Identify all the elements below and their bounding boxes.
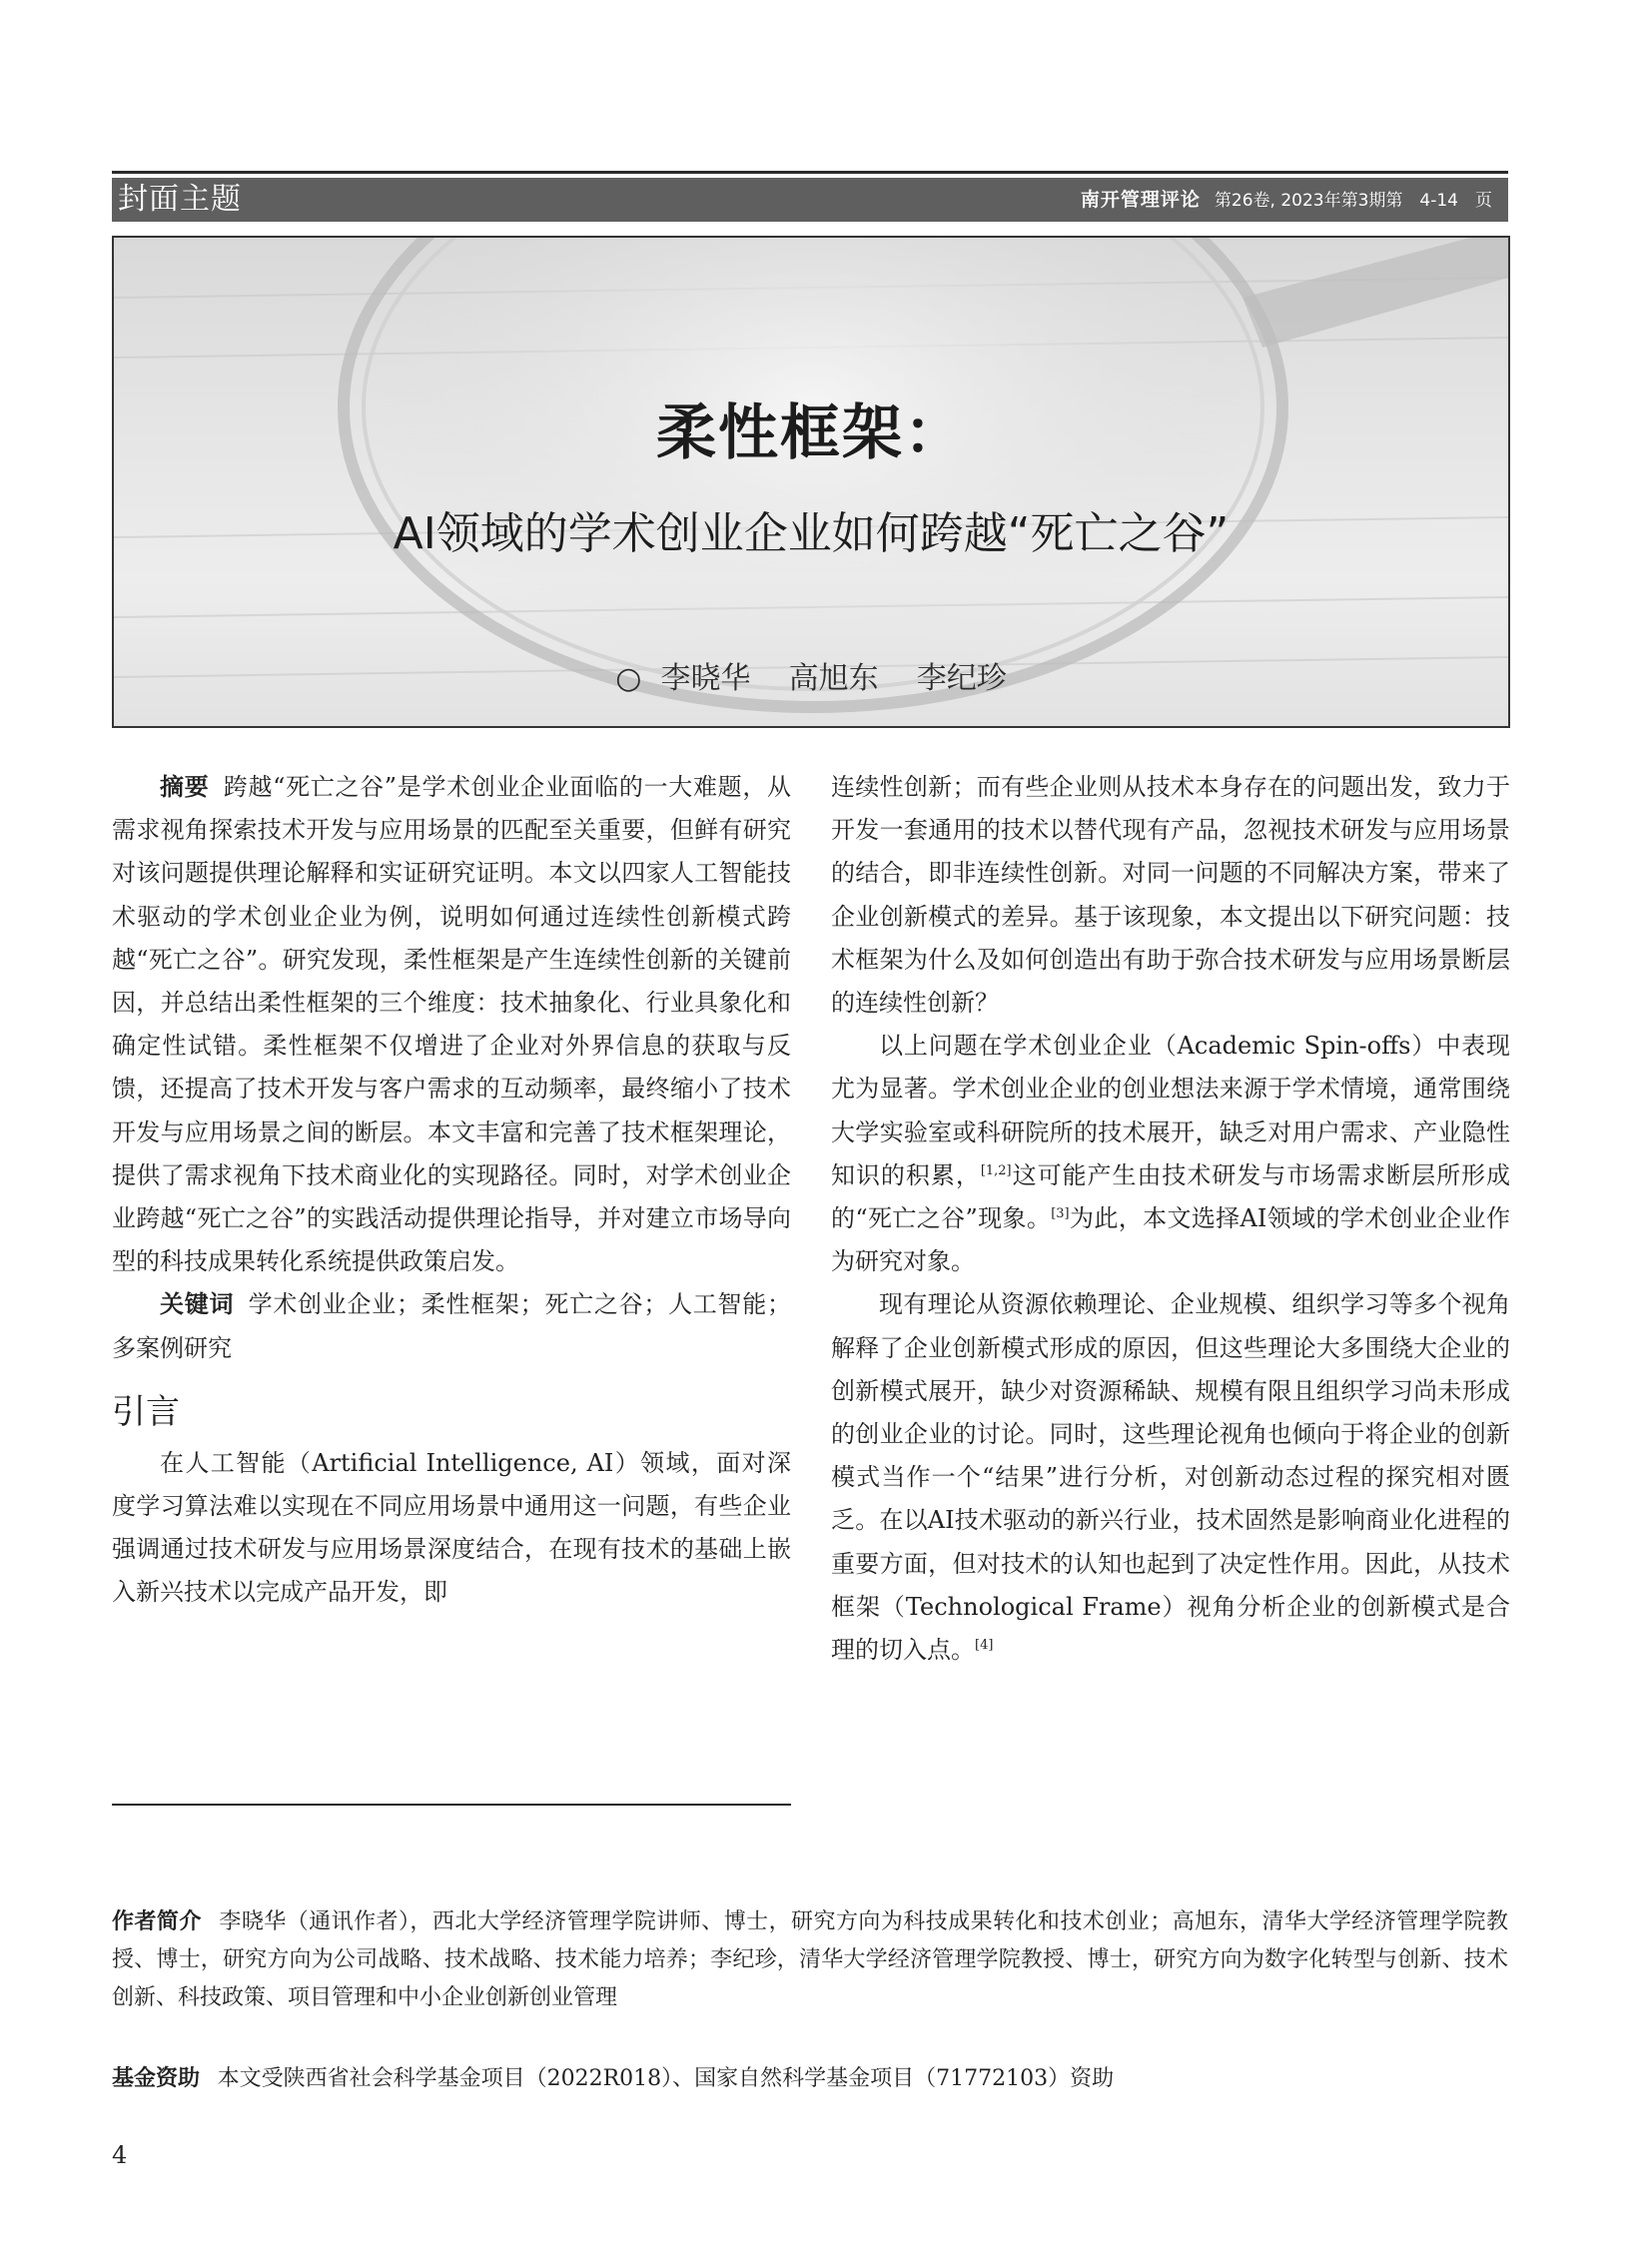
right-column: [831, 766, 1510, 1672]
keywords-paragraph: [112, 1283, 791, 1369]
cover-banner: [112, 236, 1510, 728]
issue-info: 第26卷, 2023年第3期第 4-14 页: [1214, 191, 1492, 211]
bio-text: 李晓华（通讯作者），西北大学经济管理学院讲师、博士，研究方向为科技成果转化和技术创业；高旭东，清华大学经济管理学院教授、博士，研究方向为公司战略、技术战略、技术能力培养；李纪珍，清华大学经济管理学院教授、博士，研究方向为数字化转型与创新、技术创新、科技政策、项目管理和中小企业创新创业管理: [112, 1909, 1508, 2010]
citation-1-2: [1,2]: [980, 1162, 1012, 1178]
intro-paragraph: 在人工智能（Artificial Intelligence, AI）领域，面对深度学习算法难以实现在不同应用场景中通用这一问题，有些企业强调通过技术研发与应用场景深度结合，在现有技术的基础上嵌入新兴技术以完成产品开发，即: [112, 1448, 791, 1607]
body-paragraph-2: [831, 1025, 1510, 1283]
citation-3: [3]: [1051, 1206, 1070, 1222]
article-subtitle: AI领域的学术创业企业如何跨越“死亡之谷”: [393, 508, 1230, 559]
abstract-paragraph: [112, 766, 791, 1283]
keywords-text: 学术创业企业；柔性框架；死亡之谷；人工智能；多案例研究: [112, 1290, 792, 1362]
top-rule: [112, 171, 1508, 174]
section-tag: 封面主题: [118, 182, 242, 217]
left-column: [112, 766, 791, 1615]
article-title: 柔性框架：: [656, 398, 966, 468]
paragraph-text: 以上问题在学术创业企业（Academic Spin-offs）中表现尤为显著。学术创业企业的创业想法来源于学术情境，通常围绕大学实验室或科研院所的技术展开，缺乏对用户需求、产业隐性知识的积累，: [831, 1032, 1510, 1189]
body-paragraph-continued: 连续性创新；而有些企业则从技术本身存在的问题出发，致力于开发一套通用的技术以替代现有产品，忽视技术研发与应用场景的结合，即非连续性创新。对同一问题的不同解决方案，带来了企业创新模式的差异。基于该现象，本文提出以下研究问题：技术框架为什么及如何创造出有助于弥合技术研发与应用场景断层的连续性创新？: [831, 773, 1510, 1018]
paragraph-text: 为此，本文选择AI领域的学术创业企业作为研究对象。: [831, 1204, 1511, 1276]
article-authors: ○ 李晓华 高旭东 李纪珍: [615, 661, 1007, 696]
paragraph-text: 现有理论从资源依赖理论、企业规模、组织学习等多个视角解释了企业创新模式形成的原因，但这些理论大多围绕大企业的创新模式展开，缺少对资源稀缺、规模有限且组织学习尚未形成的创业企业的讨论。同时，这些理论视角也倾向于将企业的创新模式当作一个“结果”进行分析，对创新动态过程的探究相对匮乏。在以AI技术驱动的新兴行业，技术固然是影响商业化进程的重要方面，但对技术的认知也起到了决定性作用。因此，从技术框架（Technological Frame）视角分析企业的创新模式是合理的切入点。: [831, 1290, 1510, 1665]
body-paragraph-3: [831, 1283, 1510, 1672]
bio-label: 作者简介: [112, 1909, 202, 1934]
keywords-label: 关键词: [160, 1290, 235, 1319]
header-bar: [112, 178, 1508, 222]
page-number: 4: [112, 2141, 128, 2169]
abstract-label: 摘要: [160, 773, 210, 801]
paragraph-text: 这可能产生由技术研发与市场需求断层所形成的“死亡之谷”现象。: [831, 1160, 1511, 1233]
fund-label: 基金资助: [112, 2066, 201, 2091]
intro-heading: 引言: [112, 1391, 180, 1432]
footnote-rule: [112, 1804, 791, 1806]
abstract-text: 跨越“死亡之谷”是学术创业企业面临的一大难题，从需求视角探索技术开发与应用场景的匹配至关重要，但鲜有研究对该问题提供理论解释和实证研究证明。本文以四家人工智能技术驱动的学术创业企业为例，说明如何通过连续性创新模式跨越“死亡之谷”。研究发现，柔性框架是产生连续性创新的关键前因，并总结出柔性框架的三个维度：技术抽象化、行业具象化和确定性试错。柔性框架不仅增进了企业对外界信息的获取与反馈，还提高了技术开发与客户需求的互动频率，最终缩小了技术开发与应用场景之间的断层。本文丰富和完善了技术框架理论，提供了需求视角下技术商业化的实现路径。同时，对学术创业企业跨越“死亡之谷”的实践活动提供理论指导，并对建立市场导向型的科技成果转化系统提供政策启发。: [112, 773, 792, 1276]
citation-4: [4]: [975, 1638, 994, 1654]
funding-note: [112, 2060, 1508, 2098]
fund-text: 本文受陕西省社会科学基金项目（2022R018）、国家自然科学基金项目（71772103）资助: [217, 2066, 1115, 2091]
journal-name: 南开管理评论: [1080, 189, 1201, 211]
journal-info: [1081, 189, 1492, 212]
author-bio: [112, 1903, 1508, 2017]
